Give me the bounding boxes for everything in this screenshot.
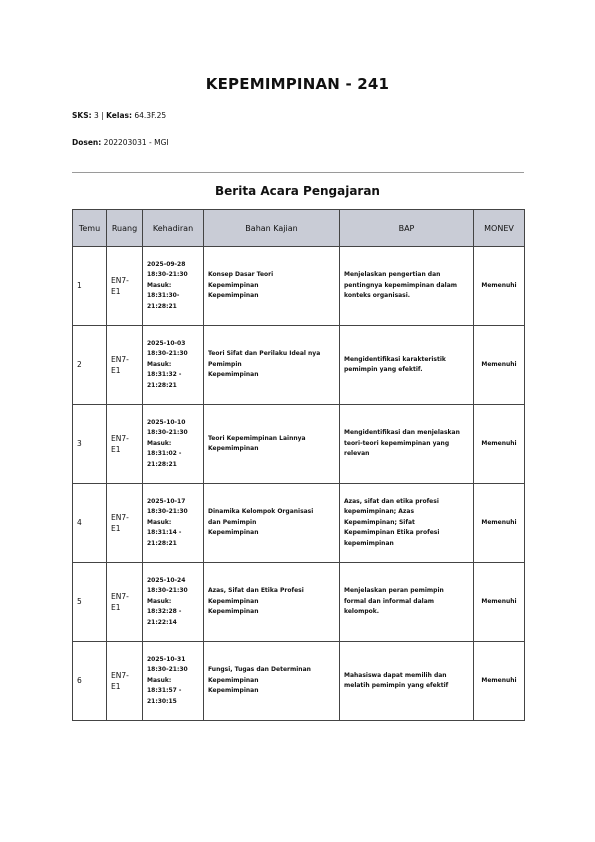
cell-ruang	[107, 484, 143, 563]
cell-bap	[340, 405, 474, 484]
teaching-record-table	[72, 209, 525, 721]
cell-bap	[340, 642, 474, 721]
cell-temu: 1	[73, 247, 107, 326]
dosen-label: Dosen:	[72, 138, 102, 147]
cell-kehadiran-line: 18:30-21:30	[147, 350, 188, 358]
cell-ruang-line: E1	[111, 603, 121, 612]
header-kehadiran: Kehadiran	[143, 210, 204, 247]
cell-kehadiran-line: 18:30-21:30	[147, 429, 188, 437]
header-monev: MONEV	[474, 210, 525, 247]
cell-bap-line: konteks organisasi.	[344, 292, 411, 300]
cell-bap	[340, 484, 474, 563]
header-bahan-kajian: Bahan Kajian	[204, 210, 340, 247]
cell-temu: 2	[73, 326, 107, 405]
cell-monev: Memenuhi	[474, 563, 525, 642]
cell-kehadiran-line: 2025-10-31	[147, 655, 186, 663]
cell-bap-line: Kepemimpinan Etika profesi	[344, 529, 440, 537]
table-row	[73, 405, 525, 484]
dosen-value: 202203031 - MGI	[103, 138, 169, 147]
cell-kehadiran-line: 2025-10-10	[147, 418, 186, 426]
cell-temu: 6	[73, 642, 107, 721]
cell-kehadiran	[143, 326, 204, 405]
meta-separator: |	[101, 111, 104, 120]
cell-bahan-kajian-line: Dinamika Kelompok Organisasi	[208, 508, 314, 516]
cell-kehadiran-line: 18:31:30-	[147, 292, 180, 300]
lecturer-meta	[72, 138, 169, 147]
cell-temu: 3	[73, 405, 107, 484]
cell-kehadiran-line: 2025-10-17	[147, 497, 186, 505]
divider	[72, 172, 524, 173]
cell-bahan-kajian-line: Kepemimpinan	[208, 608, 259, 616]
cell-kehadiran-line: 18:31:14 -	[147, 529, 182, 537]
table-row	[73, 563, 525, 642]
cell-bahan-kajian-line: Teori Kepemimpinan Lainnya	[208, 434, 306, 442]
cell-kehadiran-line: 2025-09-28	[147, 260, 186, 268]
cell-ruang	[107, 563, 143, 642]
cell-ruang-line: E1	[111, 524, 121, 533]
cell-bahan-kajian	[204, 247, 340, 326]
cell-bahan-kajian	[204, 326, 340, 405]
header-bap: BAP	[340, 210, 474, 247]
cell-ruang-line: E1	[111, 366, 121, 375]
cell-bap-line: kelompok.	[344, 608, 380, 616]
cell-bap-line: Mahasiswa dapat memilih dan	[344, 671, 447, 679]
cell-bap-line: kepemimpinan; Azas	[344, 508, 415, 516]
cell-bahan-kajian-line: Azas, Sifat dan Etika Profesi	[208, 587, 304, 595]
table-row	[73, 326, 525, 405]
cell-kehadiran-line: 21:28:21	[147, 539, 177, 547]
cell-bahan-kajian	[204, 484, 340, 563]
cell-ruang	[107, 326, 143, 405]
kelas-value: 64.3F.25	[134, 111, 167, 120]
cell-ruang	[107, 642, 143, 721]
cell-bahan-kajian-line: dan Pemimpin	[208, 518, 257, 526]
cell-kehadiran-line: 2025-10-24	[147, 576, 186, 584]
cell-bap-line: Mengidentifikasi dan menjelaskan	[344, 429, 460, 437]
cell-kehadiran-line: Masuk:	[147, 676, 172, 684]
cell-kehadiran-line: 18:32:28 -	[147, 608, 182, 616]
cell-bap-line: Kepemimpinan; Sifat	[344, 518, 415, 526]
cell-bahan-kajian-line: Kepemimpinan	[208, 292, 259, 300]
cell-ruang-line: EN7-	[111, 276, 129, 285]
cell-monev: Memenuhi	[474, 484, 525, 563]
kelas-label: Kelas:	[106, 111, 132, 120]
cell-bap-line: melatih pemimpin yang efektif	[344, 682, 449, 689]
table-body	[73, 247, 525, 721]
cell-kehadiran-line: 21:30:15	[147, 697, 177, 705]
cell-ruang-line: EN7-	[111, 434, 129, 443]
cell-kehadiran-line: 2025-10-03	[147, 339, 186, 347]
sks-label: SKS:	[72, 111, 92, 120]
cell-ruang-line: EN7-	[111, 355, 129, 364]
cell-ruang	[107, 247, 143, 326]
cell-kehadiran-line: 21:28:21	[147, 460, 177, 468]
cell-kehadiran	[143, 484, 204, 563]
course-title: KEPEMIMPINAN - 241	[205, 75, 390, 93]
cell-kehadiran	[143, 247, 204, 326]
cell-bahan-kajian-line: Kepemimpinan	[208, 676, 259, 684]
cell-bahan-kajian-line: Kepemimpinan	[208, 445, 259, 452]
cell-bahan-kajian-line: Kepemimpinan	[208, 529, 259, 537]
cell-kehadiran-line: 21:22:14	[147, 618, 177, 626]
cell-bahan-kajian	[204, 642, 340, 721]
cell-bahan-kajian-line: Kepemimpinan	[208, 597, 259, 605]
cell-bahan-kajian-line: Kepemimpinan	[208, 687, 259, 695]
table-row	[73, 484, 525, 563]
cell-bahan-kajian	[204, 563, 340, 642]
cell-kehadiran-line: 18:31:02 -	[147, 450, 182, 458]
cell-bahan-kajian-line: Fungsi, Tugas dan Determinan	[208, 666, 311, 674]
cell-bap-line: Azas, sifat dan etika profesi	[344, 497, 439, 505]
table-row	[73, 642, 525, 721]
cell-kehadiran-line: 18:30-21:30	[147, 508, 188, 516]
cell-bap	[340, 563, 474, 642]
cell-bap-line: Menjelaskan peran pemimpin	[344, 587, 444, 595]
cell-bap	[340, 247, 474, 326]
header-temu: Temu	[73, 210, 107, 247]
cell-bahan-kajian-line: Pemimpin	[208, 360, 242, 368]
cell-bap-line: Mengidentifikasi karakteristik	[344, 355, 446, 363]
cell-kehadiran-line: 18:31:32 -	[147, 371, 182, 379]
cell-bap-line: pemimpin yang efektif.	[344, 366, 423, 373]
cell-kehadiran-line: 18:30-21:30	[147, 271, 188, 279]
cell-kehadiran-line: 21:28:21	[147, 381, 177, 389]
cell-kehadiran-line: 21:28:21	[147, 302, 177, 310]
cell-ruang-line: EN7-	[111, 671, 129, 680]
cell-kehadiran-line: 18:31:57 -	[147, 687, 182, 695]
section-title: Berita Acara Pengajaran	[215, 184, 380, 198]
cell-kehadiran	[143, 563, 204, 642]
course-meta	[72, 111, 166, 120]
cell-kehadiran-line: Masuk:	[147, 281, 172, 289]
cell-kehadiran-line: 18:30-21:30	[147, 666, 188, 674]
cell-kehadiran	[143, 642, 204, 721]
header-ruang: Ruang	[107, 210, 143, 247]
cell-kehadiran-line: Masuk:	[147, 597, 172, 605]
cell-monev: Memenuhi	[474, 405, 525, 484]
cell-ruang-line: E1	[111, 682, 121, 691]
cell-ruang-line: EN7-	[111, 513, 129, 522]
cell-bahan-kajian-line: Teori Sifat dan Perilaku Ideal nya	[208, 350, 321, 358]
cell-bap-line: relevan	[344, 450, 370, 458]
cell-bap-line: teori-teori kepemimpinan yang	[344, 439, 450, 447]
cell-temu: 4	[73, 484, 107, 563]
cell-bap-line: formal dan informal dalam	[344, 597, 435, 605]
table-header-row	[73, 210, 525, 247]
cell-ruang-line: EN7-	[111, 592, 129, 601]
cell-bap-line: kepemimpinan	[344, 539, 394, 547]
cell-bap	[340, 326, 474, 405]
cell-kehadiran-line: Masuk:	[147, 439, 172, 447]
cell-bahan-kajian-line: Kepemimpinan	[208, 371, 259, 379]
table-row	[73, 247, 525, 326]
cell-kehadiran-line: 18:30-21:30	[147, 587, 188, 595]
cell-monev: Memenuhi	[474, 326, 525, 405]
sks-value: 3	[94, 111, 99, 120]
cell-bap-line: pentingnya kepemimpinan dalam	[344, 281, 458, 289]
cell-ruang-line: E1	[111, 445, 121, 454]
cell-bahan-kajian	[204, 405, 340, 484]
cell-bap-line: Menjelaskan pengertian dan	[344, 271, 441, 279]
cell-ruang	[107, 405, 143, 484]
cell-monev: Memenuhi	[474, 247, 525, 326]
cell-monev: Memenuhi	[474, 642, 525, 721]
cell-bahan-kajian-line: Konsep Dasar Teori	[208, 271, 274, 279]
cell-temu: 5	[73, 563, 107, 642]
cell-kehadiran-line: Masuk:	[147, 360, 172, 368]
cell-bahan-kajian-line: Kepemimpinan	[208, 281, 259, 289]
cell-kehadiran-line: Masuk:	[147, 518, 172, 526]
cell-ruang-line: E1	[111, 287, 121, 296]
cell-kehadiran	[143, 405, 204, 484]
